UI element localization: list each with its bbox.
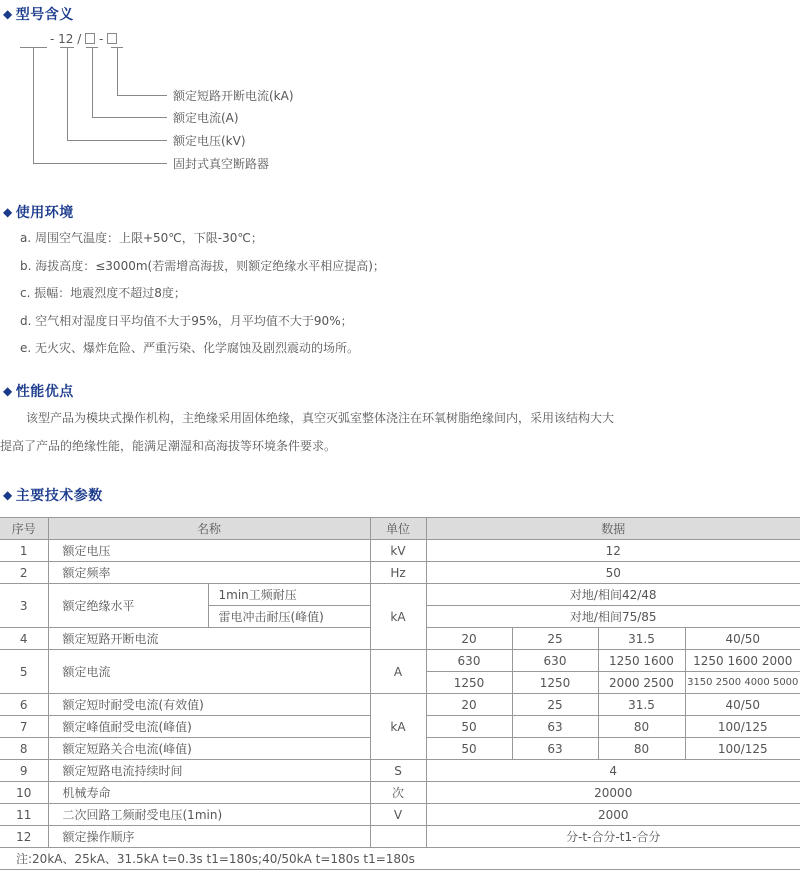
spec-table (0, 517, 800, 870)
table-row: 8 额定短路关合电流(峰值) 50 63 80 100/125 (0, 738, 800, 760)
table-header (0, 518, 800, 540)
header-data: 数据 (426, 518, 800, 540)
leader-line (92, 117, 167, 118)
table-row: 9 额定短路电流持续时间 S 4 (0, 760, 800, 782)
heading-specs: ◆ 主要技术参数 (3, 488, 103, 504)
advantages-line-1: 该型产品为模块式操作机构，主绝缘采用固体绝缘，真空灭弧室整体浇注在环氧树脂绝缘间内，采用该结构大大 (26, 411, 615, 425)
diamond-bullet-icon: ◆ (3, 384, 13, 398)
heading-model-meaning: ◆ 型号含义 (3, 7, 74, 23)
table-row: 12 额定操作顺序 分-t-合分-t1-合分 (0, 826, 800, 848)
env-item-c: c. 振幅：地震烈度不超过8度； (20, 286, 186, 300)
table-row: 11 二次回路工频耐受电压(1min) V 2000 (0, 804, 800, 826)
table-row: 3 额定绝缘水平 1min工频耐压 kA 对地/相间42/48 (0, 584, 800, 606)
placeholder-box-icon (85, 33, 95, 44)
env-item-d: d. 空气相对湿度日平均值不大于95%，月平均值不大于90%； (20, 314, 353, 328)
leader-line (117, 95, 167, 96)
label-rated-voltage: 额定电压(kV) (173, 134, 246, 148)
table-row: 2 额定频率 Hz 50 (0, 562, 800, 584)
table-row: 10 机械寿命 次 20000 (0, 782, 800, 804)
leader-line (67, 140, 167, 141)
advantages-line-2: 提高了产品的绝缘性能，能满足潮湿和高海拔等环境条件要求。 (0, 439, 337, 453)
header-seq: 序号 (0, 518, 48, 540)
table-row: 1 额定电压 kV 12 (0, 540, 800, 562)
diamond-bullet-icon: ◆ (3, 488, 13, 502)
label-breaker-type: 固封式真空断路器 (173, 157, 270, 171)
table-row: 雷电冲击耐压(峰值) 对地/相间75/85 (0, 606, 800, 628)
leader-line (33, 163, 167, 164)
diamond-bullet-icon: ◆ (3, 7, 13, 21)
table-note-row (0, 848, 800, 870)
table-row: 6 额定短时耐受电流(有效值) kA 20 25 31.5 40/50 (0, 694, 800, 716)
env-item-e: e. 无火灾、爆炸危险、严重污染、化学腐蚀及剧烈震动的场所。 (20, 341, 360, 355)
label-rated-current: 额定电流(A) (173, 111, 239, 125)
code-prefix: - 12 / - (50, 32, 117, 46)
leader-line (33, 47, 34, 163)
env-item-a: a. 周围空气温度：上限+50℃，下限-30℃； (20, 231, 263, 245)
placeholder-box-icon (107, 33, 117, 44)
heading-environment: ◆ 使用环境 (3, 205, 74, 221)
diamond-bullet-icon: ◆ (3, 205, 13, 219)
header-unit: 单位 (370, 518, 426, 540)
table-row: 1250 1250 2000 2500 3150 2500 4000 5000 (0, 672, 800, 694)
table-note: 注:20kA、25kA、31.5kA t=0.3s t1=180s;40/50kA t=180s t1=180s (0, 848, 800, 870)
env-item-b: b. 海拔高度：≤3000m(若需增高海拔，则额定绝缘水平相应提高)； (20, 259, 385, 273)
table-row: 5 额定电流 A 630 630 1250 1600 1250 1600 2000 (0, 650, 800, 672)
table-row: 4 额定短路开断电流 20 25 31.5 40/50 (0, 628, 800, 650)
label-breaking-current: 额定短路开断电流(kA) (173, 89, 294, 103)
header-name: 名称 (48, 518, 370, 540)
leader-line (67, 47, 68, 140)
table-row: 7 额定峰值耐受电流(峰值) 50 63 80 100/125 (0, 716, 800, 738)
leader-line (117, 47, 118, 95)
leader-line (92, 47, 93, 117)
heading-advantages: ◆ 性能优点 (3, 384, 74, 400)
